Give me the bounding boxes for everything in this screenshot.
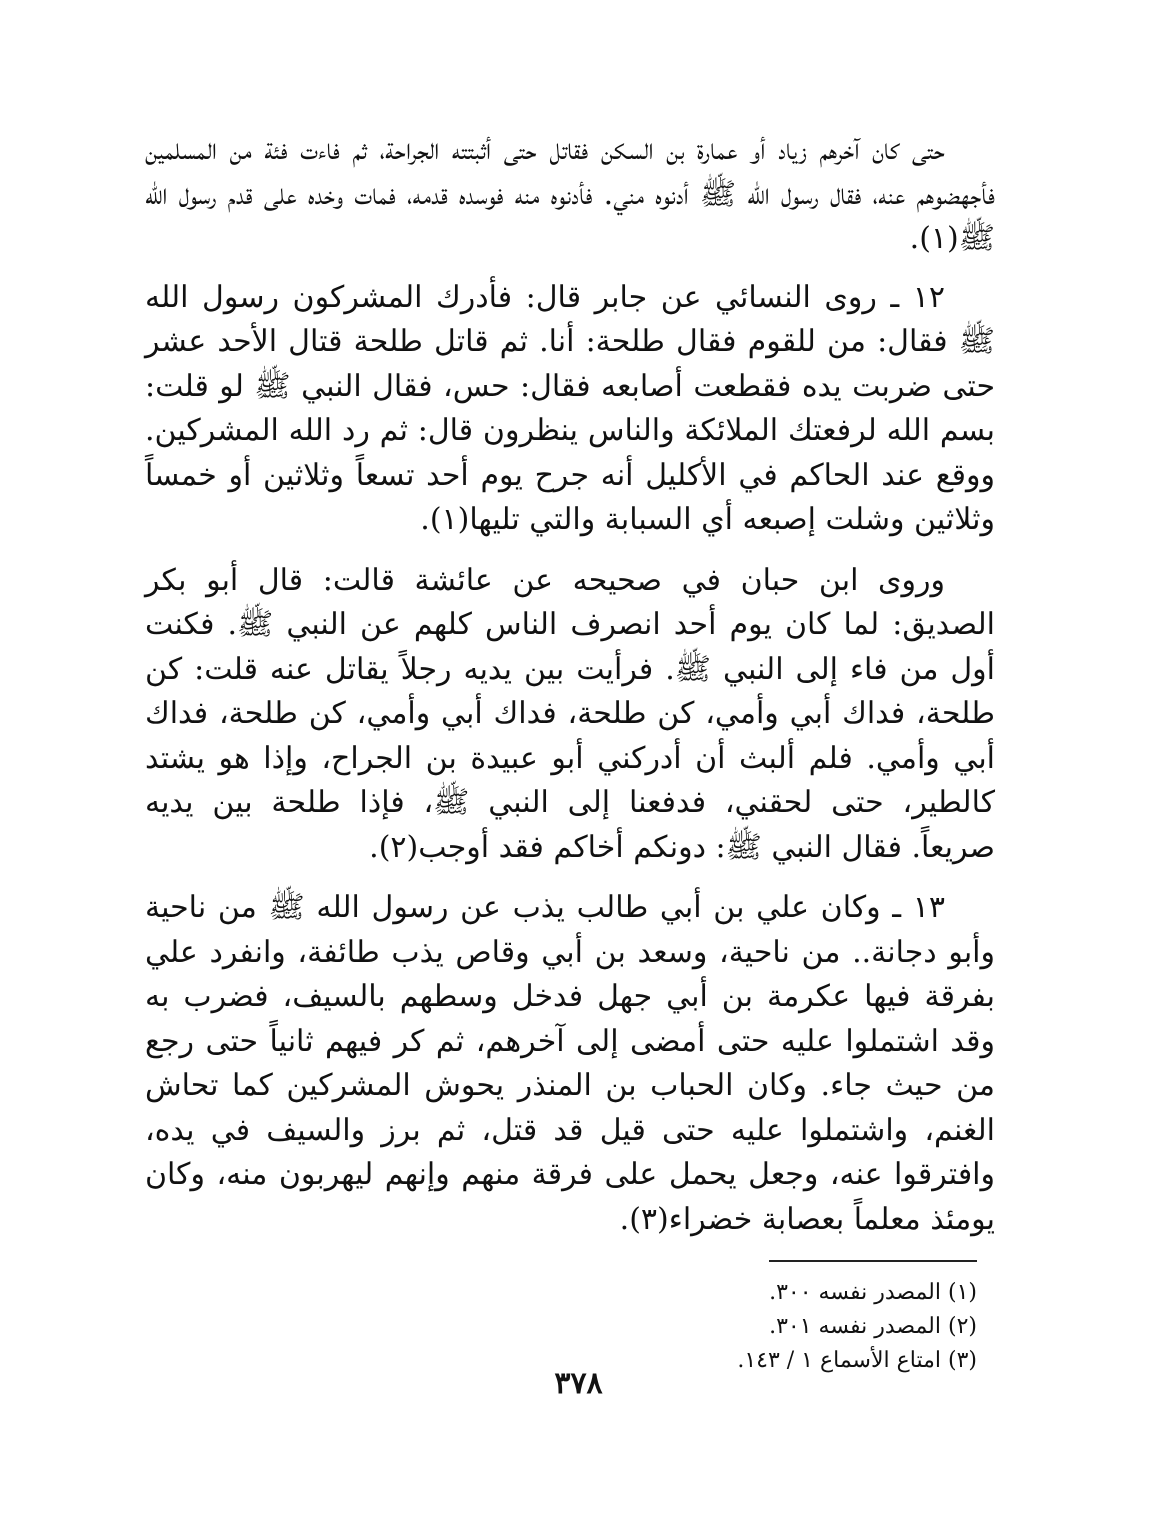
footnote-3: (٣) امتاع الأسماع ١ / ١٤٣. bbox=[737, 1348, 977, 1373]
footnote-separator bbox=[769, 1260, 977, 1262]
page-body bbox=[145, 128, 995, 1378]
paragraph-gap bbox=[145, 262, 995, 276]
footnote-2: (٢) المصدر نفسه ٣٠١. bbox=[769, 1314, 977, 1339]
paragraph-1: حتى كان آخرهم زياد أو عمارة بن السكن فقاتل حتى أثبتته الجراحة، ثم فاءت فئة من المسلمين فأجهضوهم عنه، فقال رسول الله ﷺ أدنوه مني. فأدنوه منه فوسده قدمه، فمات وخده على قدم رسول الله ﷺ(١). bbox=[145, 132, 995, 256]
page-number: ٣٧٨ bbox=[554, 1366, 603, 1401]
footnote-1: (١) المصدر نفسه ٣٠٠. bbox=[769, 1280, 977, 1305]
paragraph-2: ١٢ ـ روى النسائي عن جابر قال: فأدرك المشركون رسول الله ﷺ فقال: من للقوم فقال طلحة: أنا. ثم قاتل طلحة قتال الأحد عشر حتى ضربت يده فقطعت أصابعه فقال: حس، فقال النبي ﷺ لو قلت: بسم الله لرفعتك الملائكة والناس ينظرون قال: ثم رد الله المشركين. ووقع عند الحاكم في الأكليل أنه جرح يوم أحد تسعاً وثلاثين أو خمساً وثلاثين وشلت إصبعه أي السبابة والتي تليها(١). bbox=[145, 279, 995, 537]
paragraph-4: ١٣ ـ وكان علي بن أبي طالب يذب عن رسول الله ﷺ من ناحية وأبو دجانة.. من ناحية، وسعد بن أبي وقاص يذب طائفة، وانفرد علي بفرقة فيها عكرمة بن أبي جهل فدخل وسطهم بالسيف، فضرب به وقد اشتملوا عليه حتى أمضى إلى آخرهم، ثم كر فيهم ثانياً حتى رجع من حيث جاء. وكان الحباب بن المنذر يحوش المشركين كما تحاش الغنم، واشتملوا عليه حتى قيل قد قتل، ثم برز والسيف في يده، وافترقوا عنه، وجعل يحمل على فرقة منهم وإنهم ليهربون منه، وكان يومئذ معلماً بعصابة خضراء(٣). bbox=[145, 890, 995, 1237]
paragraph-3: وروى ابن حبان في صحيحه عن عائشة قالت: قال أبو بكر الصديق: لما كان يوم أحد انصرف الناس كلهم عن النبي ﷺ. فكنت أول من فاء إلى النبي ﷺ. فرأيت بين يديه رجلاً يقاتل عنه قلت: كن طلحة، فداك أبي وأمي، كن طلحة، فداك أبي وأمي، كن طلحة، فداك أبي وأمي. فلم ألبث أن أدركني أبو عبيدة بن الجراح، وإذا هو يشتد كالطير، حتى لحقني، فدفعنا إلى النبي ﷺ، فإذا طلحة بين يديه صريعاً. فقال النبي ﷺ: دونكم أخاكم فقد أوجب(٢). bbox=[145, 562, 995, 865]
footnotes bbox=[145, 1276, 995, 1378]
paragraph-gap bbox=[145, 543, 995, 559]
paragraph-gap bbox=[145, 870, 995, 886]
